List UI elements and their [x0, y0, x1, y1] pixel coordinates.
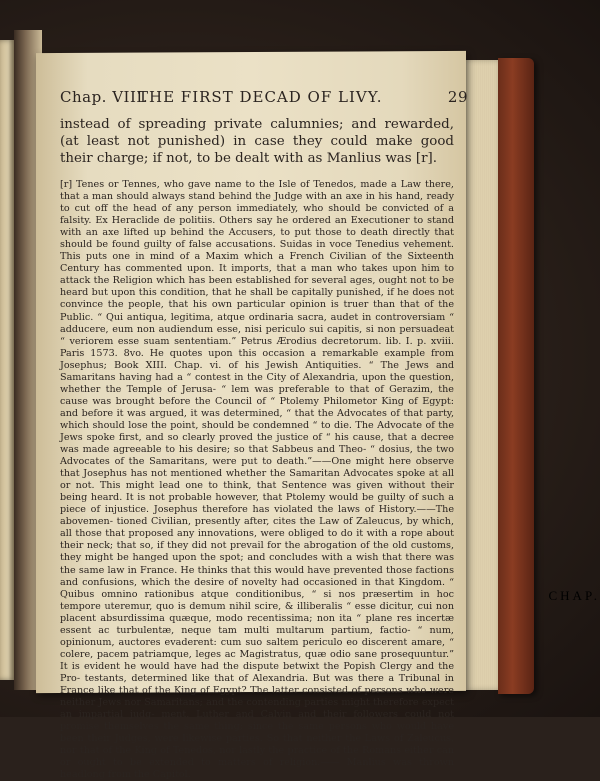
catchword: CHAP. — [549, 588, 600, 604]
chapter-label: Chap. VIII. — [60, 88, 148, 106]
book-cover-binding — [498, 58, 534, 694]
left-page-edge — [0, 40, 14, 680]
footnote-r: [r] Tenes or Tennes, who gave name to the Isle of Tenedos, made a Law there, that a man should always stand behind the Judge with an axe in his hand, ready to cut off the head of any person immediately, who should be convicted of a falsity. Ex Heraclide de politiis. Others say he ordered an Executioner to stand with an axe lifted up behind the Accusers, to put those to death directly that should be found guilty of false accusations. Suidas in voce Tenedius vehement. This puts one in mind of a Maxim which a French Civilian of the Sixteenth Century has commented upon. It imports, that a man who takes upon him to attack the Religion which has been established for several ages, ought not to be heard but upon this condition, that he shall be capitally punished, if he does not convince the people, that his own particular opinion is truer than that of the Public. “ Qui antiqua, legitima, atque ordinaria sacra, audet in controversiam “ adducere, eum non audiendum esse, nisi periculo sui capitis, si non persuadeat “ veriorem esse suam sententiam.” Petrus Ærodius decretorum. lib. I. p. xviii. Paris 1573. 8vo. He quotes upon this occasion a remarkable example from Josephus; Book XIII. Chap. vi. of his Jewish Antiquities. “ The Jews and Samaritans having had a “ contest in the City of Alexandria, upon the question, whether the Temple of Jerusa- “ lem was preferable to that of Gerazim, the cause was brought before the Council of “ Ptolemy Philometor King of Egypt: and before it was argued, it was determined, “ that the Advocates of that party, which should lose the point, should be condemned “ to die. The Advocate of the Jews spoke first, and so clearly proved the justice of “ his cause, that a decree was made agreeable to his desire; so that Sabbeus and Theo- “ dosius, the two Advocates of the Samaritans, were put to death.”——One might here observe that Josephus has not mentioned whether the Samaritan Advocates spoke at all or not. This might lead one to think, that Sentence was given without their being heard. It is not probable however, that Ptolemy would be guilty of such a piece of injustice. Josephus therefore has violated the laws of History.——The abovemen- tioned Civilian, presently after, cites the Law of Zaleucus, by which, all those that proposed any innovations, were obliged to do it with a rope about their neck; that so, if they did not prevail for the abrogation of the old customs, they might be hanged upon the spot; and concludes with a wish that there was the same law in France. He thinks that this would have prevented those factions and confusions, which the desire of novelty had occasioned in that Kingdom. “ Quibus omnino rationibus atque conditionibus, “ si nos præsertim in hoc tempore uteremur, quo is demum nihil scire, & illiberalis “ esse dicitur, cui non placent absurdissima quæque, modo recentissima; non ita “ plane res incertæ essent ac turbulentæ, neque tam multi multarum partium, factio- “ num, opinionum, auctores evaderent: cum suo saltem periculo eo discerent amare, “ colere, pacem patriamque, leges ac Magistratus, quæ odio sane prosequuntur.” It is evident he would have had the dispute betwixt the Popish Clergy and the Pro- testants, determined like that of Alexandria. But was there a Tribunal in France like that of the King of Egypt? The latter consisted of persons who were neither Jews nor Samaritans; and the contending parties might therefore expect an impartial judg- ment. Luther and Calvin and their followers could not promise themselves the same thing; since the same persons who would have been their Judges, were likewise parties. So that neither the Laws of Zaleucus, nor that of the King of Tenedos, nor lastly the practice of the Romans either can or ought to be extended to matters of religion.—— Manlius was thrown headlong from the Capitol. — [60, 179, 454, 781]
main-paragraph: instead of spreading private calumnies; and rewarded, (at least not punished) in case they could make good their charge; if not, to be dealt with as Manlius was [r]. — [60, 116, 454, 167]
running-header — [60, 88, 454, 112]
page-number: 29 — [448, 88, 468, 106]
page-content — [60, 88, 454, 781]
book-title: THE FIRST DECAD OF LIVY. — [138, 88, 383, 106]
